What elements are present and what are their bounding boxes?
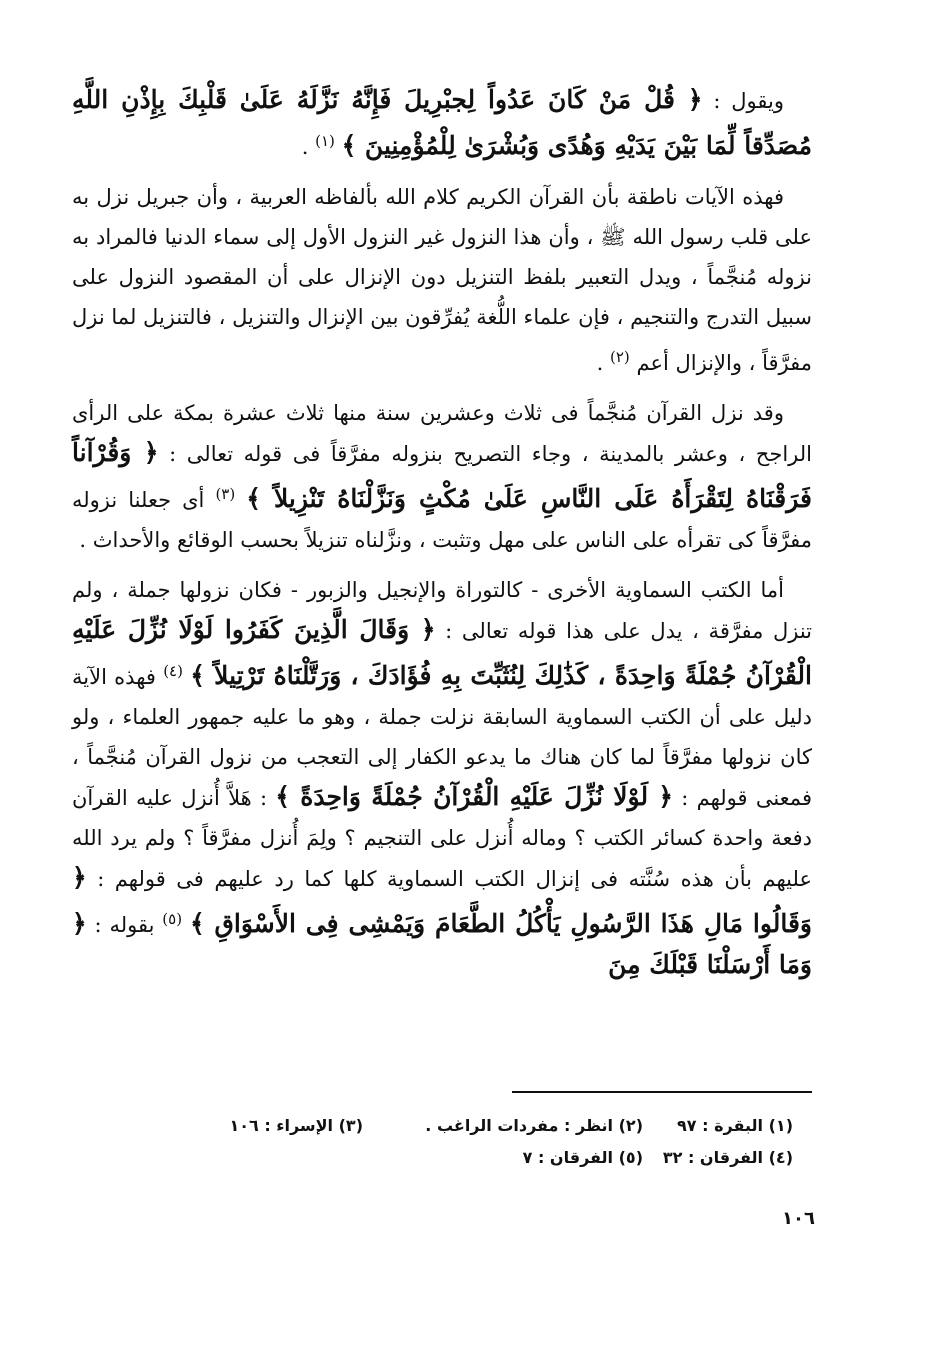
paragraph-text: . xyxy=(596,351,610,375)
paragraph-text: بقوله : xyxy=(86,913,163,937)
footnote-ref: (٢) xyxy=(610,348,630,366)
paragraph-text: وقد نزل القرآن مُنجَّماً فى ثلاث وعشرين سنة منها ثلاث عشرة بمكة على الرأى الراجح ، وعشر بالمدينة ، وجاء التصريح بنزوله مفرَّقاً فى قوله تعالى : xyxy=(72,401,812,466)
quran-verse: ﴿ وَقَالُوا مَالِ هَذَا الرَّسُولِ يَأْكُلُ الطَّعَامَ وَيَمْشِى فِى الأَسْوَاقِ ﴾ xyxy=(72,863,812,938)
quran-verse: ﴿ وَمَا أَرْسَلْنَا قَبْلَكَ مِنَ xyxy=(72,909,812,979)
footnote-ref: (٣) xyxy=(215,485,236,503)
quran-verse: ﴿ وَقَالَ الَّذِينَ كَفَرُوا لَوْلَا نُزِّلَ عَلَيْهِ الْقُرْآنُ جُمْلَةً وَاحِدَةً ، كَذَٰلِكَ لِنُثَبِّتَ بِهِ فُؤَادَكَ ، وَرَتَّلْنَاهُ تَرْتِيلاً ﴾ xyxy=(72,615,812,690)
footnote-ref: (١) xyxy=(315,132,335,150)
paragraph-text: : هَلاَّ أُنزل عليه القرآن دفعة واحدة كسائر الكتب ؟ وماله أُنزل على التنجيم ؟ ولِمَ أُنزل مفرَّقاً ؟ ولم يرد الله عليهم بأن هذه سُنَّته فى إنزال الكتب السماوية كلها كما رد عليهم فى قولهم : xyxy=(72,786,812,891)
page-body xyxy=(72,80,812,996)
footnote-ref: (٤) xyxy=(163,662,183,680)
paragraph-4 xyxy=(72,570,812,986)
footnote-5: (٥) الفرقان : ٧ xyxy=(522,1148,643,1167)
footnote-row xyxy=(123,1142,793,1174)
quran-verse: ﴿ لَوْلَا نُزِّلَ عَلَيْهِ الْقُرْآنُ جُمْلَةً وَاحِدَةً ﴾ xyxy=(275,782,674,811)
paragraph-text: . xyxy=(301,135,316,159)
paragraph-text: أما الكتب السماوية الأخرى - كالتوراة والإنجيل والزبور - فكان نزولها جملة ، ولم تنزل مفرَّقة ، يدل على هذا قوله تعالى : xyxy=(72,578,813,643)
paragraph-text: ويقول : xyxy=(702,89,784,113)
footnote-4: (٤) الفرقان : ٣٢ xyxy=(662,1148,793,1167)
quran-verse: ﴿ قُلْ مَنْ كَانَ عَدُواً لِجبْرِيلَ فَإِنَّهُ نَزَّلَهُ عَلَىٰ قَلْبِكَ بِإِذْنِ اللَّهِ مُصَدِّقاً لِّمَا بَيْنَ يَدَيْهِ وَهُدًى وَبُشْرَىٰ لِلْمُؤْمِنِينَ ﴾ xyxy=(72,85,812,160)
page-number: ١٠٦ xyxy=(782,1208,815,1229)
paragraph-3 xyxy=(72,393,812,560)
footnote-1: (١) البقرة : ٩٧ xyxy=(677,1116,793,1135)
paragraph-text: أى جعلنا نزوله مفرَّقاً كى تقرأه على الناس على مهل وتثبت ، ونزَّلناه تنزيلاً بحسب الوقائع والأحداث . xyxy=(72,488,812,552)
footnotes xyxy=(123,1110,793,1174)
quran-verse: ﴿ وَقُرْآناً فَرَقْنَاهُ لِتَقْرَأَهُ عَلَى النَّاسِ عَلَىٰ مُكْثٍ وَنَزَّلْنَاهُ تَنْزِيلاً ﴾ xyxy=(72,438,812,513)
paragraph-2 xyxy=(72,177,812,383)
footnote-3: (٣) الإسراء : ١٠٦ xyxy=(229,1116,363,1135)
footnote-divider xyxy=(512,1091,812,1093)
footnote-row xyxy=(123,1110,793,1142)
paragraph-1 xyxy=(72,80,812,167)
paragraph-text: فهذه الآيات ناطقة بأن القرآن الكريم كلام الله بألفاظه العربية ، وأن جبريل نزل به على قلب رسول الله ﷺ ، وأن هذا النزول غير النزول الأول إلى سماء الدنيا فالمراد به نزوله مُنجَّماً ، ويدل التعبير بلفظ التنزيل دون الإنزال على أن المقصود النزول على سبيل التدرج والتنجيم ، فإن علماء اللُّغة يُفرِّقون بين الإنزال والتنزيل ، فالتنزيل لما نزل مفرَّقاً ، والإنزال أعم xyxy=(72,185,812,375)
footnote-ref: (٥) xyxy=(162,910,183,928)
paragraph-text: فهذه الآية دليل على أن الكتب السماوية السابقة نزلت جملة ، وهو ما عليه جمهور العلماء ، ولو كان نزولها مفرَّقاً لما كان هناك ما يدعو الكفار إلى التعجب من نزول القرآن مُنجَّماً ، فمعنى قولهم : xyxy=(72,665,812,810)
footnote-2: (٢) انظر : مفردات الراغب . xyxy=(425,1116,643,1135)
